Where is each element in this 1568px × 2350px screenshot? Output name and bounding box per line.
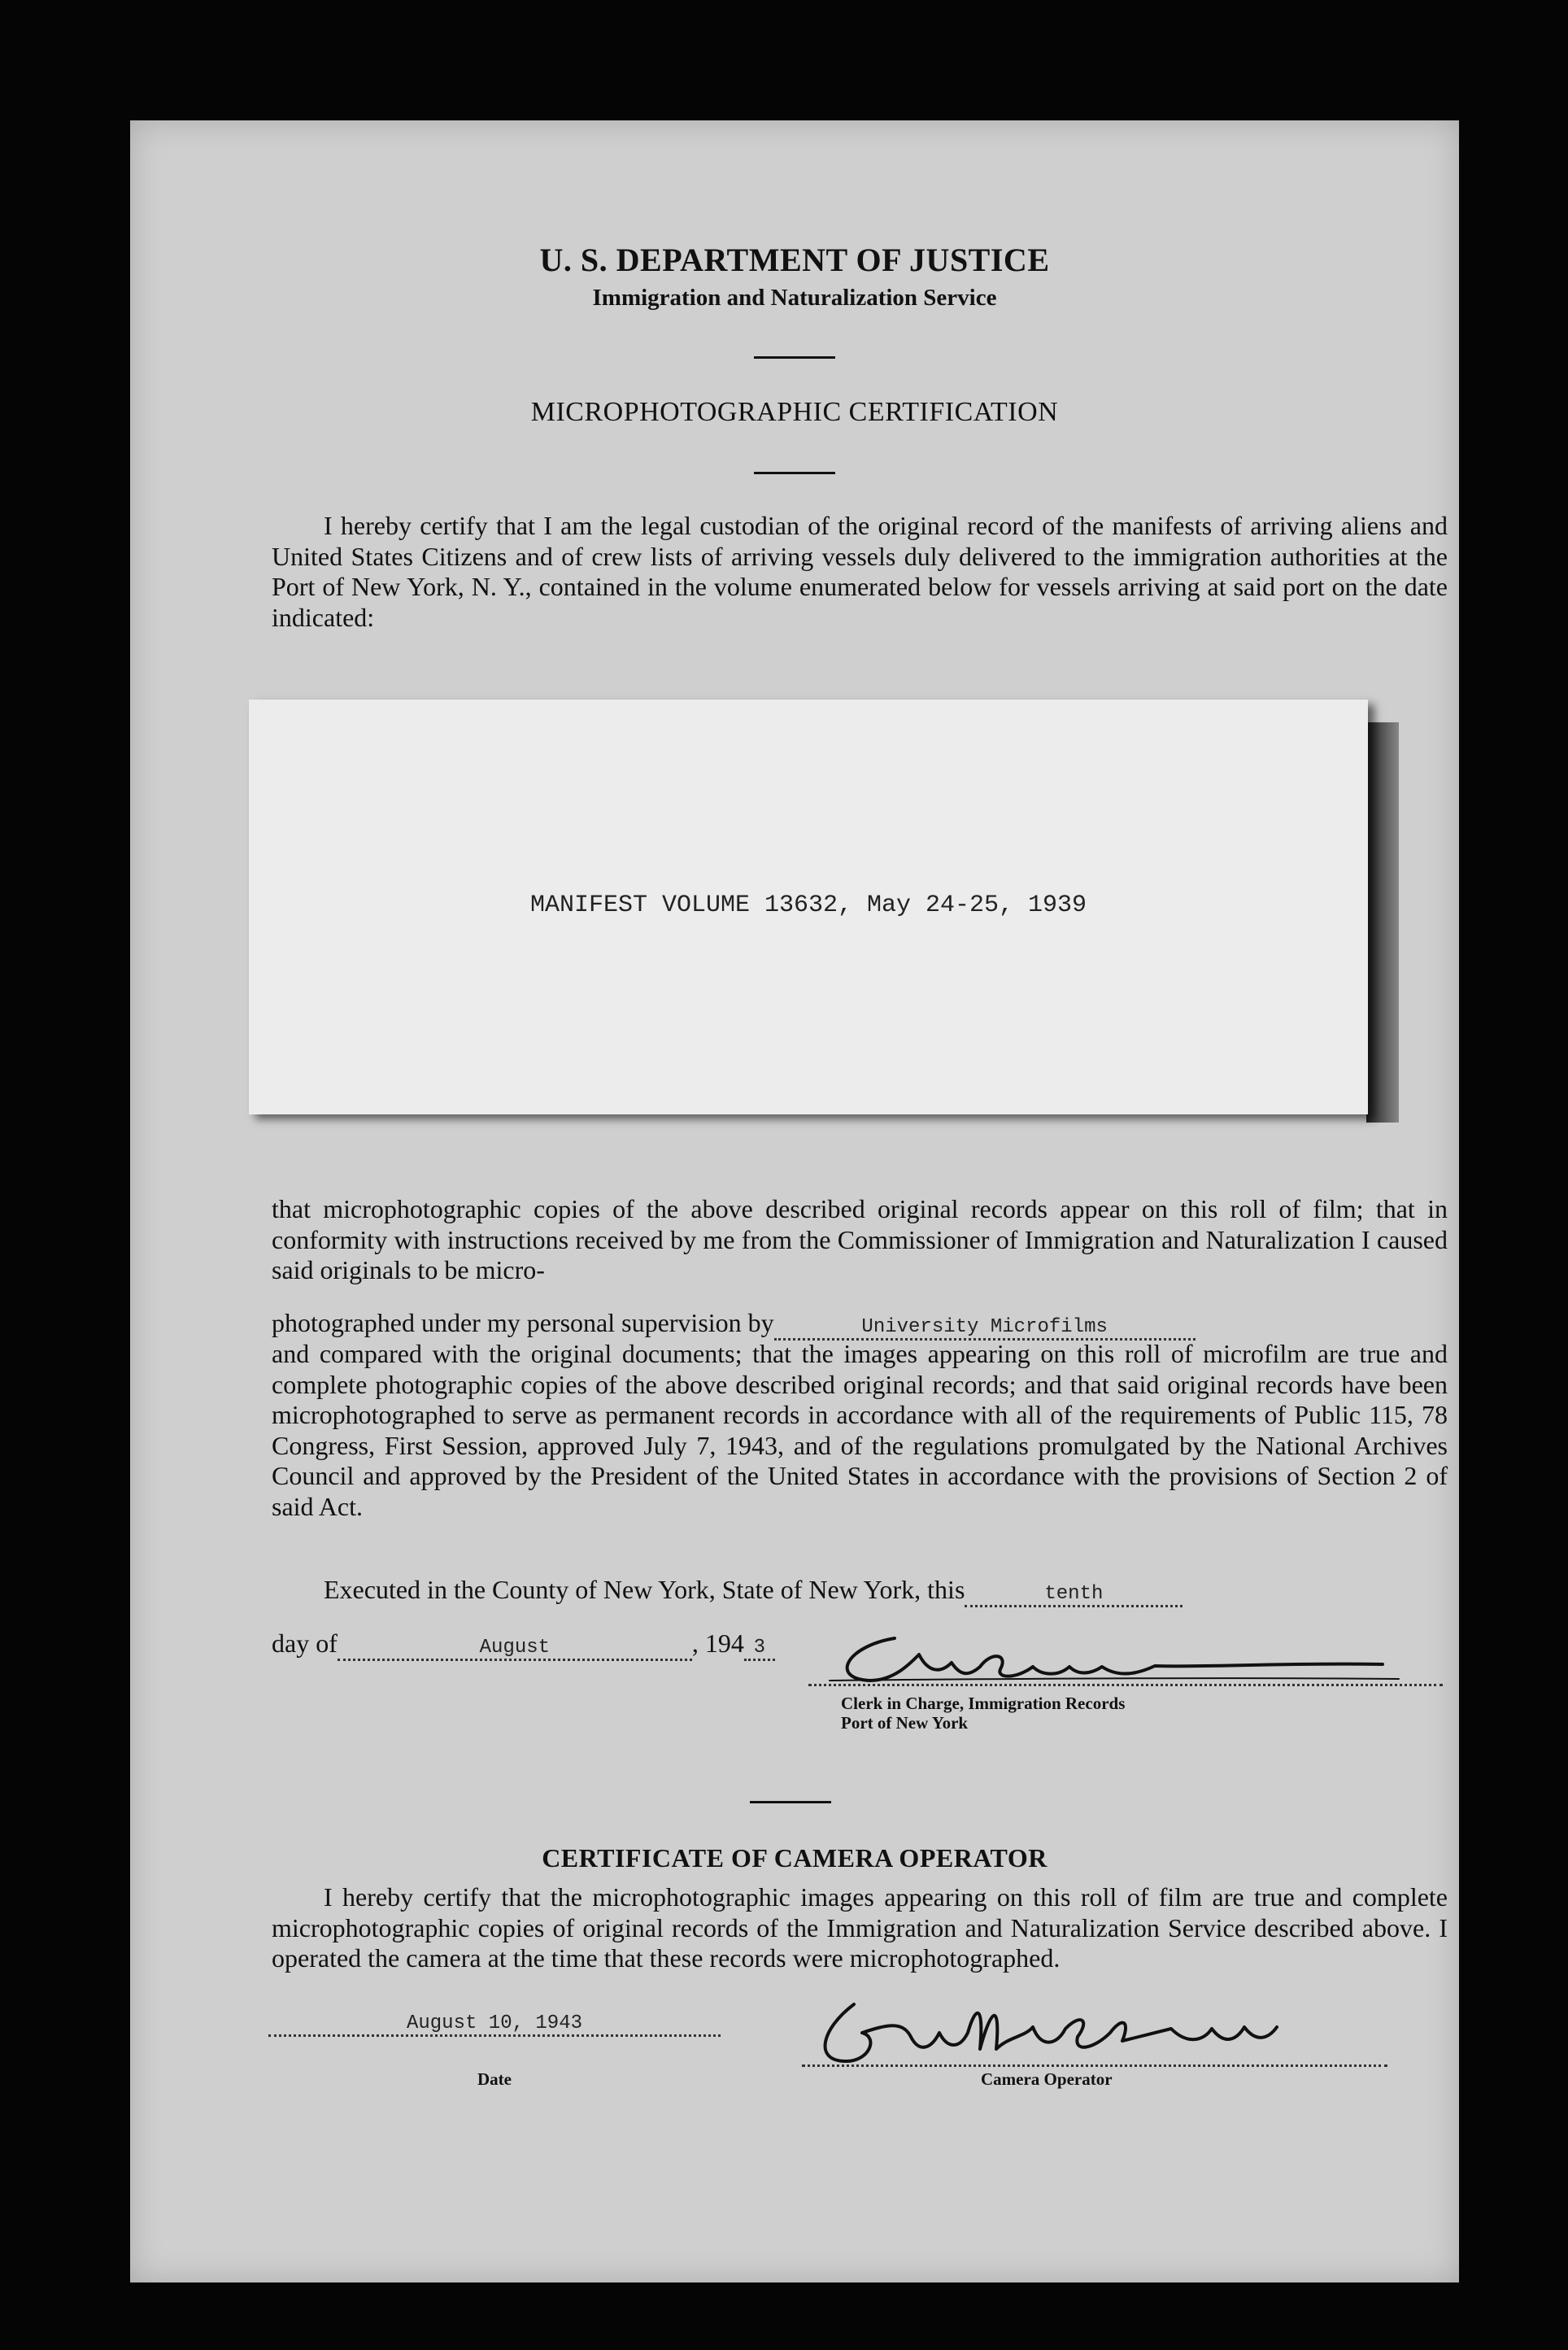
- year-digit-field: 3: [744, 1637, 775, 1661]
- day-of-label: day of: [272, 1628, 338, 1658]
- certification-heading: MICROPHOTOGRAPHIC CERTIFICATION: [530, 397, 1059, 427]
- clerk-title-line-1: Clerk in Charge, Immigration Records: [841, 1694, 1126, 1713]
- supervisor-line: [272, 1308, 1196, 1341]
- body-paragraph-2: [272, 1339, 1448, 1522]
- body-text-1: that microphotographic copies of the above described original records appear on this roll of film; that in conformity with instructions received by me from the Commissioner of Immigration and Naturalization I caused said originals to be micro-: [272, 1194, 1448, 1284]
- month-field: August: [338, 1637, 692, 1661]
- execution-label: Executed in the County of New York, State of New York, this: [324, 1575, 965, 1604]
- clerk-title: [841, 1694, 1125, 1733]
- intro-text: I hereby certify that I am the legal custodian of the original record of the manifests of arriving aliens and United States Citizens and of crew lists of arriving vessels duly delivered to the immigration authorities at the Port of New York, N. Y., contained in the volume enumerated below for vessels arriving at said port on the date indicated:: [272, 511, 1448, 632]
- date-line: [272, 1628, 775, 1661]
- department-title: U. S. DEPARTMENT OF JUSTICE: [539, 242, 1050, 278]
- clerk-signature-line: [808, 1684, 1443, 1686]
- divider: [754, 472, 835, 474]
- execution-line: [324, 1575, 1183, 1607]
- camera-text: I hereby certify that the microphotographic images appearing on this roll of film are true and complete microphotographic copies of original records of the Immigration and Naturalization Service described above. I operated the camera at the time that these records were microphotographed.: [272, 1882, 1448, 1973]
- manifest-volume-text: MANIFEST VOLUME 13632, May 24-25, 1939: [529, 892, 1087, 919]
- intro-paragraph: [272, 511, 1448, 633]
- divider: [750, 1801, 831, 1803]
- certificate-sheet: [130, 120, 1459, 2282]
- slip-shadow: [1366, 722, 1399, 1123]
- camera-operator-label: Camera Operator: [981, 2069, 1113, 2089]
- body-text-2: and compared with the original documents; that the images appearing on this roll of microfilm are true and complete photographic copies of the above described original records; and that said original records have been microphotographed to serve as permanent records in accordance with all of the requirements of Public 115, 78 Congress, First Session, approved July 7, 1943, and of the regulations promulgated by the National Archives Council and approved by the President of the United States in accordance with the provisions of Section 2 of said Act.: [272, 1339, 1448, 1521]
- camera-signature-line: [802, 2064, 1387, 2067]
- execution-day-field: tenth: [965, 1583, 1183, 1607]
- camera-date-value: August 10, 1943: [406, 2012, 583, 2034]
- date-field: [268, 2012, 721, 2037]
- service-subtitle: Immigration and Naturalization Service: [592, 285, 997, 311]
- camera-paragraph: [272, 1882, 1448, 1974]
- year-prefix: , 194: [691, 1628, 744, 1658]
- divider: [754, 356, 835, 359]
- camera-operator-heading: CERTIFICATE OF CAMERA OPERATOR: [542, 1843, 1048, 1873]
- body-paragraph-1: [272, 1194, 1448, 1286]
- supervisor-field: University Microfilms: [774, 1316, 1196, 1341]
- clerk-title-line-2: Port of New York: [841, 1713, 969, 1733]
- date-label: Date: [477, 2069, 512, 2089]
- supervisor-label: photographed under my personal supervision by: [272, 1308, 774, 1337]
